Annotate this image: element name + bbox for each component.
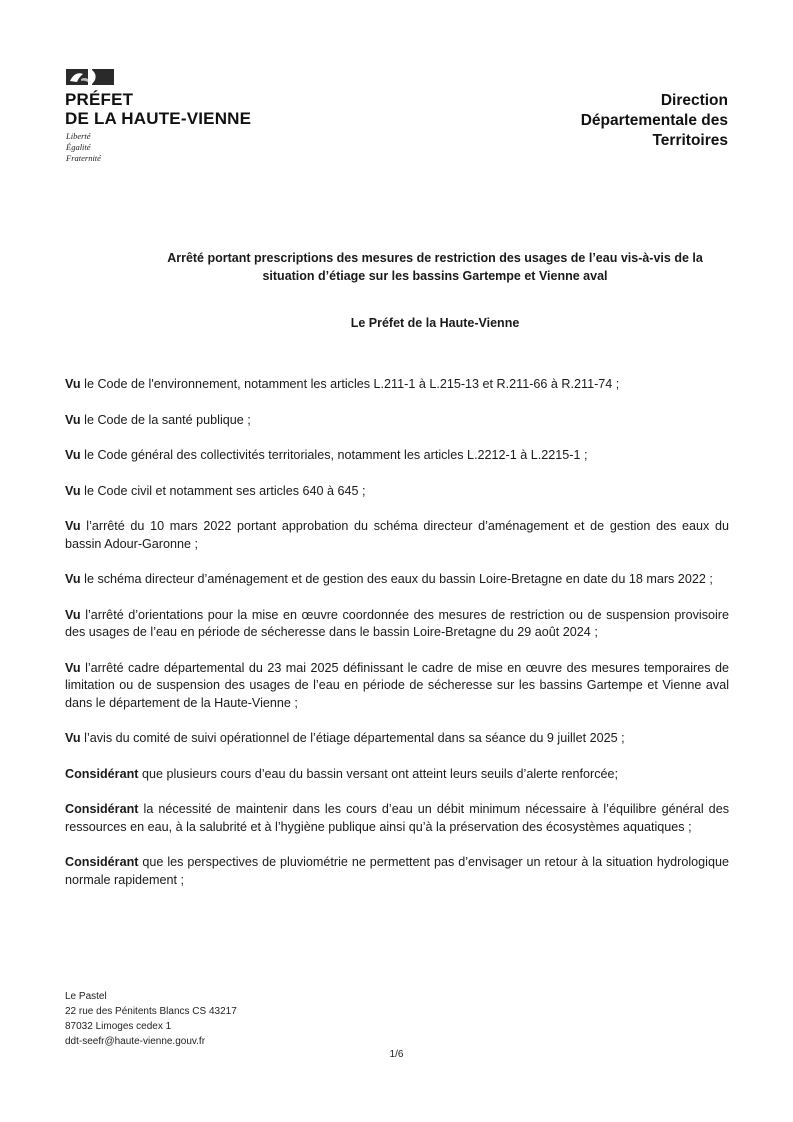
- paragraph-text: le Code général des collectivités territoriales, notamment les articles L.2212-1 à L.2215-1 ;: [80, 448, 588, 462]
- paragraph-text: l’arrêté cadre départemental du 23 mai 2025 définissant le cadre de mise en œuvre des mesures temporaires de limitation ou de suspension des usages de l’eau en période de sécheresse sur les bassins Gartempe et Vienne aval dans le département de la Haute-Vienne ;: [65, 660, 729, 710]
- paragraph-keyword: Vu: [65, 519, 81, 533]
- document-title: [140, 249, 730, 285]
- paragraph: [65, 854, 729, 889]
- authority-heading: Le Préfet de la Haute-Vienne: [350, 316, 520, 330]
- paragraph-keyword: Vu: [65, 448, 81, 462]
- motto-liberte: Liberté: [66, 131, 91, 141]
- paragraph-keyword: Vu: [65, 412, 81, 427]
- paragraph-text: le Code civil et notamment ses articles 640 à 645 ;: [80, 483, 366, 498]
- prefecture-name: [65, 90, 251, 128]
- paragraph-text: le Code de l'environnement, notamment les articles L.211-1 à L.215-13 et R.211-66 à R.211-74 ;: [80, 377, 620, 391]
- contact-email: ddt-seefr@haute-vienne.gouv.fr: [65, 1036, 206, 1047]
- document-body: [65, 376, 729, 907]
- paragraph-text: que les perspectives de pluviométrie ne permettent pas d’envisager un retour à la situation hydrologique normale rapidement ;: [65, 855, 729, 887]
- direction-line2: Départementale des: [580, 112, 728, 129]
- paragraph-keyword: Vu: [65, 660, 81, 675]
- paragraph-keyword: Considérant: [65, 766, 139, 781]
- paragraph-keyword: Considérant: [65, 802, 139, 816]
- paragraph: [65, 660, 729, 713]
- paragraph: [65, 801, 729, 836]
- paragraph: [65, 571, 729, 589]
- paragraph: [65, 607, 729, 642]
- document-title-line2: situation d’étiage sur les bassins Gartempe et Vienne aval: [262, 269, 608, 283]
- paragraph: [65, 518, 729, 553]
- footer-address: [65, 989, 237, 1049]
- paragraph-keyword: Vu: [65, 607, 81, 622]
- page-number: 1/6: [389, 1049, 404, 1060]
- paragraph: [65, 730, 729, 748]
- paragraph-keyword: Vu: [65, 483, 81, 498]
- paragraph: [65, 483, 729, 501]
- paragraph-text: l’arrêté d’orientations pour la mise en œuvre coordonnée des mesures de restriction ou de suspension provisoire des usages de l’eau en période de sécheresse dans le bassin Loire-Bretagne du 29 août 2024 ;: [65, 607, 729, 639]
- issuing-direction: [581, 91, 728, 151]
- republic-motto: [66, 131, 101, 164]
- paragraph-keyword: Vu: [65, 377, 81, 391]
- paragraph: [65, 766, 729, 784]
- direction-line1: Direction: [660, 92, 728, 109]
- address-line: 87032 Limoges cedex 1: [65, 1021, 172, 1032]
- paragraph: [65, 412, 729, 430]
- marianne-logo-icon: [66, 68, 114, 86]
- paragraph-keyword: Vu: [65, 572, 81, 586]
- paragraph-text: le schéma directeur d’aménagement et de gestion des eaux du bassin Loire-Bretagne en date du 18 mars 2022 ;: [80, 572, 713, 586]
- paragraph-keyword: Vu: [65, 731, 81, 745]
- prefecture-name-line2: DE LA HAUTE-VIENNE: [65, 109, 252, 128]
- paragraph: [65, 447, 729, 465]
- paragraph-text: que plusieurs cours d’eau du bassin versant ont atteint leurs seuils d’alerte renforcée;: [138, 766, 619, 781]
- paragraph-text: la nécessité de maintenir dans les cours d’eau un débit minimum nécessaire à l’équilibre général des ressources en eau, à la salubrité et à l’hygiène publique ainsi qu’à la préservation des écosystèmes aquatiques ;: [65, 802, 729, 834]
- paragraph-keyword: Considérant: [65, 855, 139, 869]
- document-title-line1: Arrêté portant prescriptions des mesures de restriction des usages de l’eau vis-à-vis de la: [167, 251, 703, 265]
- direction-line3: Territoires: [652, 132, 728, 149]
- address-line: Le Pastel: [65, 991, 107, 1002]
- address-line: 22 rue des Pénitents Blancs CS 43217: [65, 1006, 237, 1017]
- motto-fraternite: Fraternité: [66, 153, 101, 163]
- prefecture-name-line1: PRÉFET: [65, 90, 134, 109]
- paragraph-text: l’arrêté du 10 mars 2022 portant approbation du schéma directeur d’aménagement et de gestion des eaux du bassin Adour-Garonne ;: [65, 519, 729, 551]
- motto-egalite: Égalité: [66, 142, 91, 152]
- paragraph: [65, 376, 729, 394]
- paragraph-text: le Code de la santé publique ;: [80, 412, 251, 427]
- paragraph-text: l’avis du comité de suivi opérationnel de l’étiage départemental dans sa séance du 9 juillet 2025 ;: [80, 731, 625, 745]
